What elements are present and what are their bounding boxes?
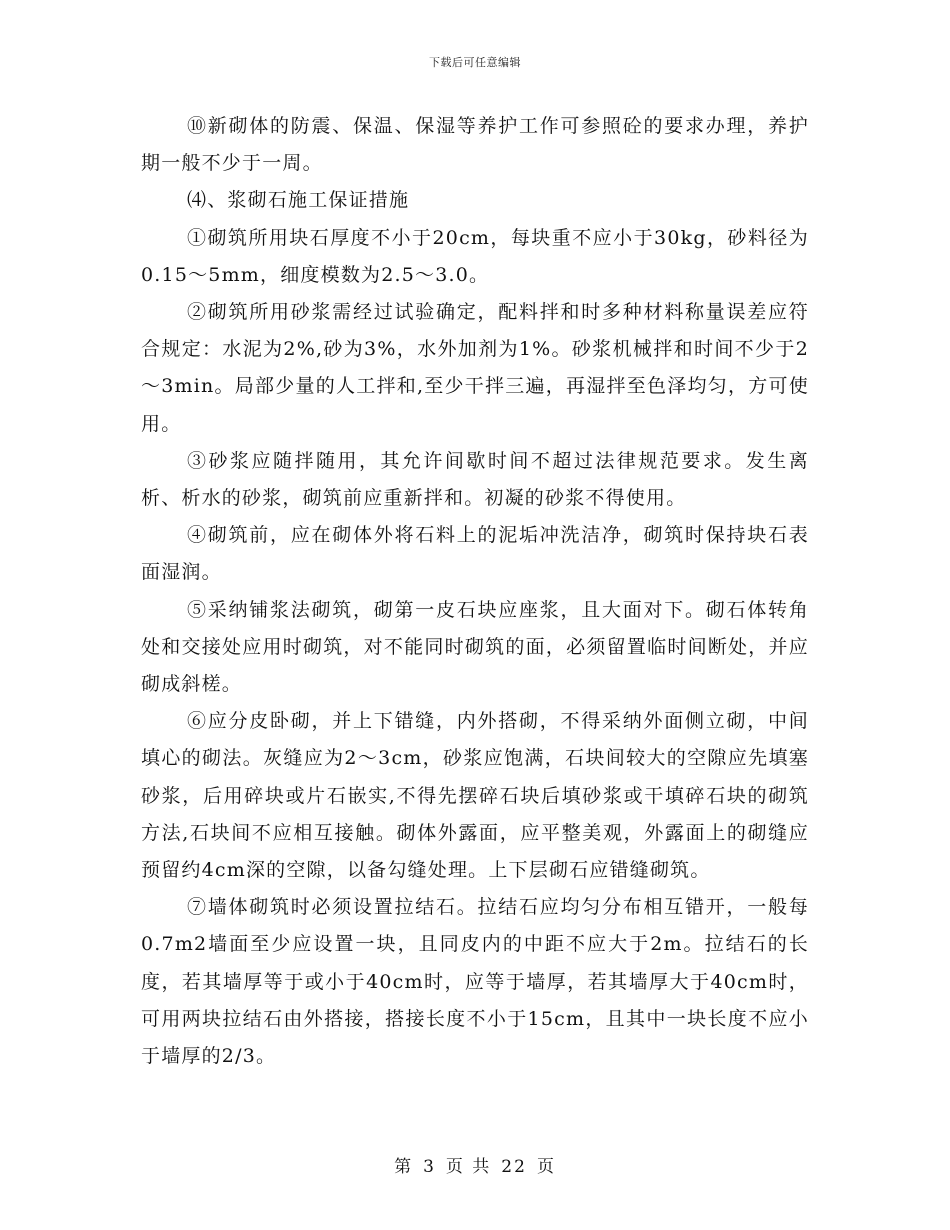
paragraph-5-bedding-method: ⑤采纳铺浆法砌筑，砌第一皮石块应座浆，且大面对下。砌石体转角处和交接处应用时砌筑，对不能同时砌筑的面，必须留置临时间断处，并应砌成斜槎。	[141, 598, 809, 696]
paragraph-7-tie-stones: ⑦墙体砌筑时必须设置拉结石。拉结石应均匀分布相互错开，一般每0.7m2墙面至少应设置一块，且同皮内的中距不应大于2m。拉结石的长度，若其墙厚等于或小于40cm时，应等于墙厚，若其墙厚大于40cm时，可用两块拉结石由外搭接，搭接长度不小于15cm，且其中一块长度不应小于墙厚的2/3。	[141, 896, 809, 1068]
page-header: 下载后可任意编辑	[429, 56, 521, 69]
paragraph-10-curing: ⑩新砌体的防震、保温、保湿等养护工作可参照砼的要求办理，养护期一般不少于一周。	[141, 115, 809, 175]
footer-page-number: 3	[423, 1157, 436, 1177]
section-heading-masonry-measures: ⑷、浆砌石施工保证措施	[187, 189, 410, 212]
paragraph-1-stone-size: ①砌筑所用块石厚度不小于20cm，每块重不应小于30kg，砂料径为0.15～5mm，细度模数为2.5～3.0。	[141, 226, 809, 286]
footer-middle: 页 共	[445, 1157, 492, 1177]
footer-prefix: 第	[394, 1157, 414, 1177]
footer-suffix: 页	[536, 1157, 556, 1177]
page-footer	[0, 1152, 950, 1177]
paragraph-4-pre-cleaning: ④砌筑前，应在砌体外将石料上的泥垢冲洗洁净，砌筑时保持块石表面湿润。	[141, 524, 809, 584]
document-body	[141, 108, 809, 1075]
paragraph-2-mortar-mix: ②砌筑所用砂浆需经过试验确定，配料拌和时多种材料称量误差应符合规定：水泥为2%,砂为3%，水外加剂为1%。砂浆机械拌和时间不少于2～3min。局部少量的人工拌和,至少干拌三遍，再湿拌至色泽均匀，方可使用。	[141, 301, 809, 435]
footer-total-pages: 22	[501, 1157, 527, 1177]
paragraph-6-layer-laying: ⑥应分皮卧砌，并上下错缝，内外搭砌，不得采纳外面侧立砌，中间填心的砌法。灰缝应为2～3cm，砂浆应饱满，石块间较大的空隙应先填塞砂浆，后用碎块或片石嵌实,不得先摆碎石块后填砂浆或干填碎石块的砌筑方法,石块间不应相互接触。砌体外露面，应平整美观，外露面上的砌缝应预留约4cm深的空隙，以备勾缝处理。上下层砌石应错缝砌筑。	[141, 710, 809, 882]
paragraph-3-mortar-use: ③砂浆应随拌随用，其允许间歇时间不超过法律规范要求。发生离析、析水的砂浆，砌筑前应重新拌和。初凝的砂浆不得使用。	[141, 449, 809, 510]
